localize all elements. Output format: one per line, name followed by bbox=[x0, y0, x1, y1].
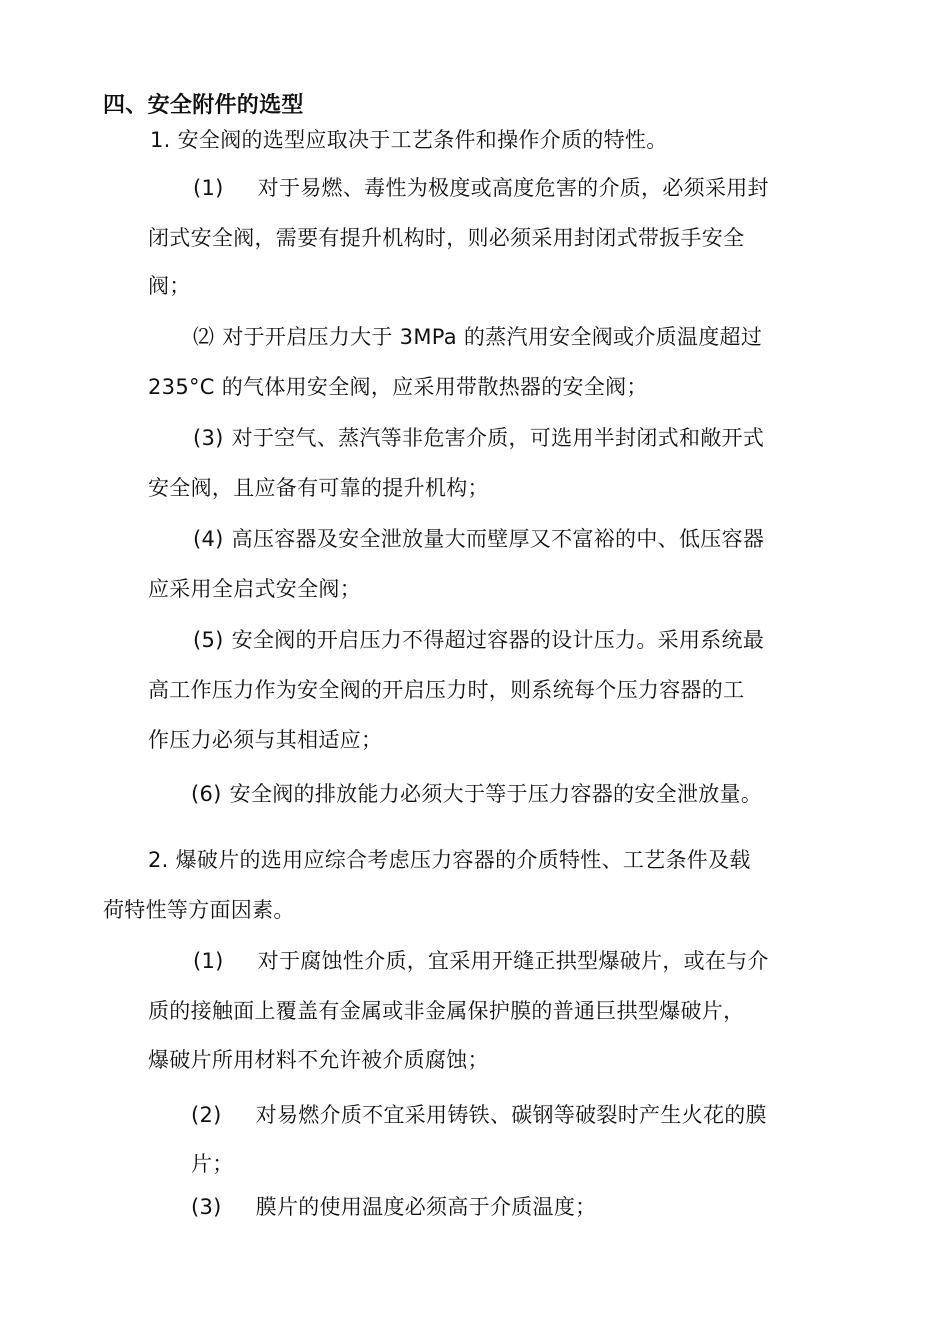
item1-sub4-text1: 高压容器及安全泄放量大而壁厚又不富裕的中、低压容器 bbox=[231, 527, 765, 551]
item2-sub3-number: (3) bbox=[191, 1195, 222, 1219]
item2-sub2-number: (2) bbox=[191, 1103, 222, 1127]
item2-sub1-number: (1) bbox=[193, 949, 224, 973]
item1-sub3-text1: 对于空气、蒸汽等非危害介质，可选用半封闭式和敞开式 bbox=[231, 426, 765, 450]
item1-sub5-line1 bbox=[193, 626, 764, 654]
item2-sub2-text1: 对易燃介质不宜采用铸铁、碳钢等破裂时产生火花的膜 bbox=[255, 1103, 767, 1127]
item1-sub1-line2: 闭式安全阀，需要有提升机构时，则必须采用封闭式带扳手安全 bbox=[148, 226, 745, 250]
item2-sub3-line1 bbox=[191, 1193, 596, 1221]
item1-sub6-line1 bbox=[191, 780, 762, 808]
item1-sub6-text1: 安全阀的排放能力必须大于等于压力容器的安全泄放量。 bbox=[229, 782, 763, 806]
item1-sub6-number: (6) bbox=[191, 782, 222, 806]
item1-sub5-line3: 作压力必须与其相适应； bbox=[148, 728, 383, 752]
item1-sub5-line2: 高工作压力作为安全阀的开启压力时，则系统每个压力容器的工 bbox=[148, 678, 745, 702]
item2-sub1-line3: 爆破片所用材料不允许被介质腐蚀； bbox=[148, 1048, 489, 1072]
item1-sub2-number: ⑵ bbox=[193, 325, 215, 349]
item2-sub2-line2: 片； bbox=[191, 1152, 234, 1176]
item1-sub4-number: (4) bbox=[193, 527, 224, 551]
item2-intro-line1: 2. 爆破片的选用应综合考虑压力容器的介质特性、工艺条件及载 bbox=[148, 848, 751, 872]
item1-sub1-text1: 对于易燃、毒性为极度或高度危害的介质，必须采用封 bbox=[257, 176, 769, 200]
item1-sub1-line1 bbox=[193, 174, 769, 202]
item1-sub3-line2: 安全阀，且应备有可靠的提升机构； bbox=[148, 476, 489, 500]
item2-sub2-line1 bbox=[191, 1101, 767, 1129]
item2-intro-line2: 荷特性等方面因素。 bbox=[103, 898, 295, 922]
item2-sub1-line2: 质的接触面上覆盖有金属或非金属保护膜的普通巨拱型爆破片， bbox=[148, 999, 745, 1023]
item2-sub1-text1: 对于腐蚀性介质，宜采用开缝正拱型爆破片，或在与介 bbox=[257, 949, 769, 973]
item1-sub3-line1 bbox=[193, 424, 764, 452]
item1-sub5-number: (5) bbox=[193, 628, 224, 652]
item1-sub4-line1 bbox=[193, 525, 764, 553]
item1-sub5-text1: 安全阀的开启压力不得超过容器的设计压力。采用系统最 bbox=[231, 628, 765, 652]
item1-sub2-text1: 对于开启压力大于 3MPa 的蒸汽用安全阀或介质温度超过 bbox=[222, 325, 763, 349]
item1-intro: 1. 安全阀的选型应取决于工艺条件和操作介质的特性。 bbox=[150, 128, 668, 152]
item2-sub3-text1: 膜片的使用温度必须高于介质温度； bbox=[255, 1195, 597, 1219]
item1-sub1-line3: 阀； bbox=[148, 274, 191, 298]
item1-sub1-number: (1) bbox=[193, 176, 224, 200]
item1-sub2-line1 bbox=[193, 323, 762, 351]
item1-sub3-number: (3) bbox=[193, 426, 224, 450]
item2-sub1-line1 bbox=[193, 947, 769, 975]
item1-sub2-line2: 235°C 的气体用安全阀，应采用带散热器的安全阀； bbox=[148, 375, 648, 399]
section-title: 四、安全附件的选型 bbox=[103, 93, 304, 118]
item1-sub4-line2: 应采用全启式安全阀； bbox=[148, 577, 361, 601]
